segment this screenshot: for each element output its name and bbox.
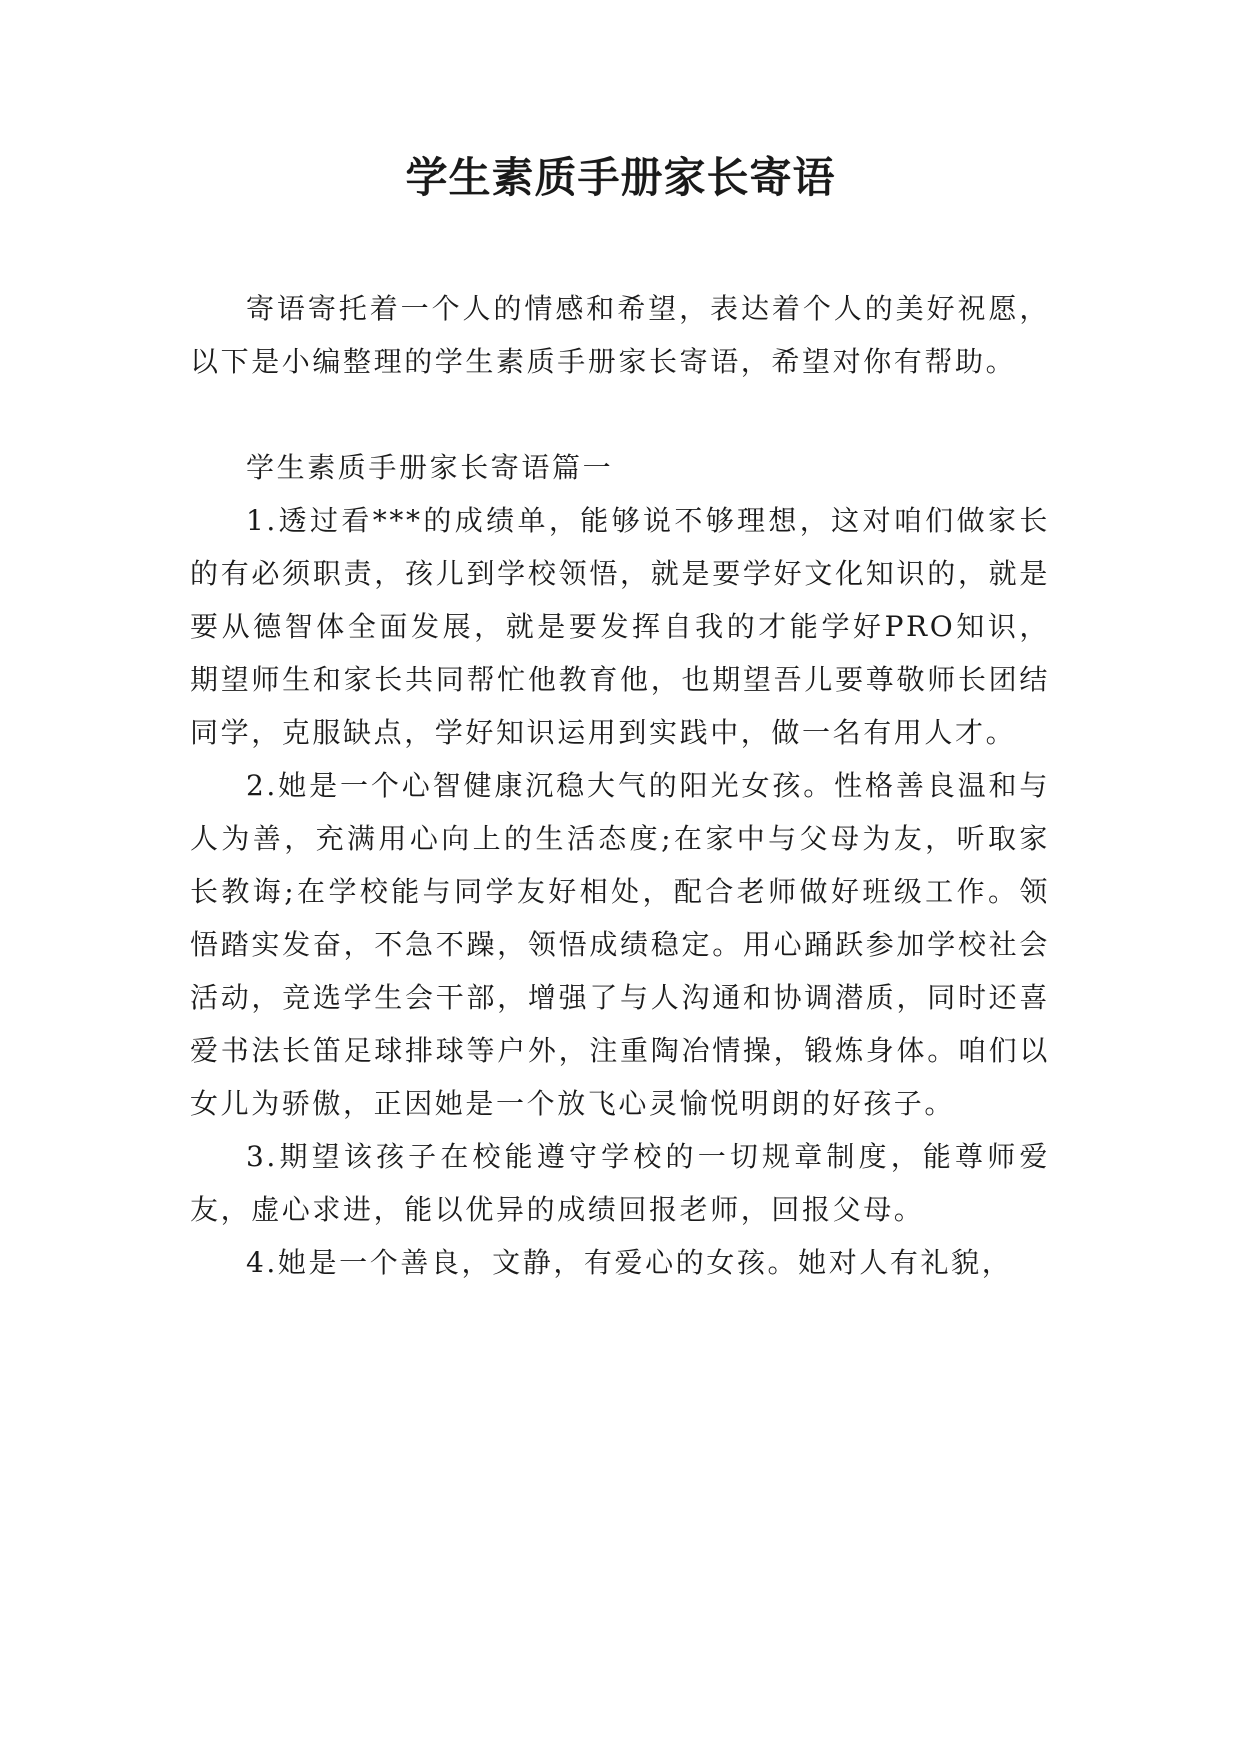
document-body <box>190 282 1050 1289</box>
section-heading: 学生素质手册家长寄语篇一 <box>246 451 614 484</box>
item-paragraph-1: 1.透过看***的成绩单，能够说不够理想，这对咱们做家长的有必须职责，孩儿到学校领悟，就是要学好文化知识的，就是要从德智体全面发展，就是要发挥自我的才能学好PRO知识，期望师生和家长共同帮忙他教育他，也期望吾儿要尊敬师长团结同学，克服缺点，学好知识运用到实践中，做一名有用人才。 <box>190 504 1050 749</box>
document-title: 学生素质手册家长寄语 <box>405 153 836 202</box>
item-paragraph-2: 2.她是一个心智健康沉稳大气的阳光女孩。性格善良温和与人为善，充满用心向上的生活态度;在家中与父母为友，听取家长教诲;在学校能与同学友好相处，配合老师做好班级工作。领悟踏实发奋，不急不躁，领悟成绩稳定。用心踊跃参加学校社会活动，竞选学生会干部，增强了与人沟通和协调潜质，同时还喜爱书法长笛足球排球等户外，注重陶冶情操，锻炼身体。咱们以女儿为骄傲，正因她是一个放飞心灵愉悦明朗的好孩子。 <box>190 769 1050 1120</box>
item-paragraph-3: 3.期望该孩子在校能遵守学校的一切规章制度，能尊师爱友，虚心求进，能以优异的成绩回报老师，回报父母。 <box>190 1140 1050 1226</box>
intro-paragraph: 寄语寄托着一个人的情感和希望，表达着个人的美好祝愿，以下是小编整理的学生素质手册家长寄语，希望对你有帮助。 <box>190 292 1050 378</box>
item-paragraph-4: 4.她是一个善良，文静，有爱心的女孩。她对人有礼貌， <box>246 1246 1013 1279</box>
